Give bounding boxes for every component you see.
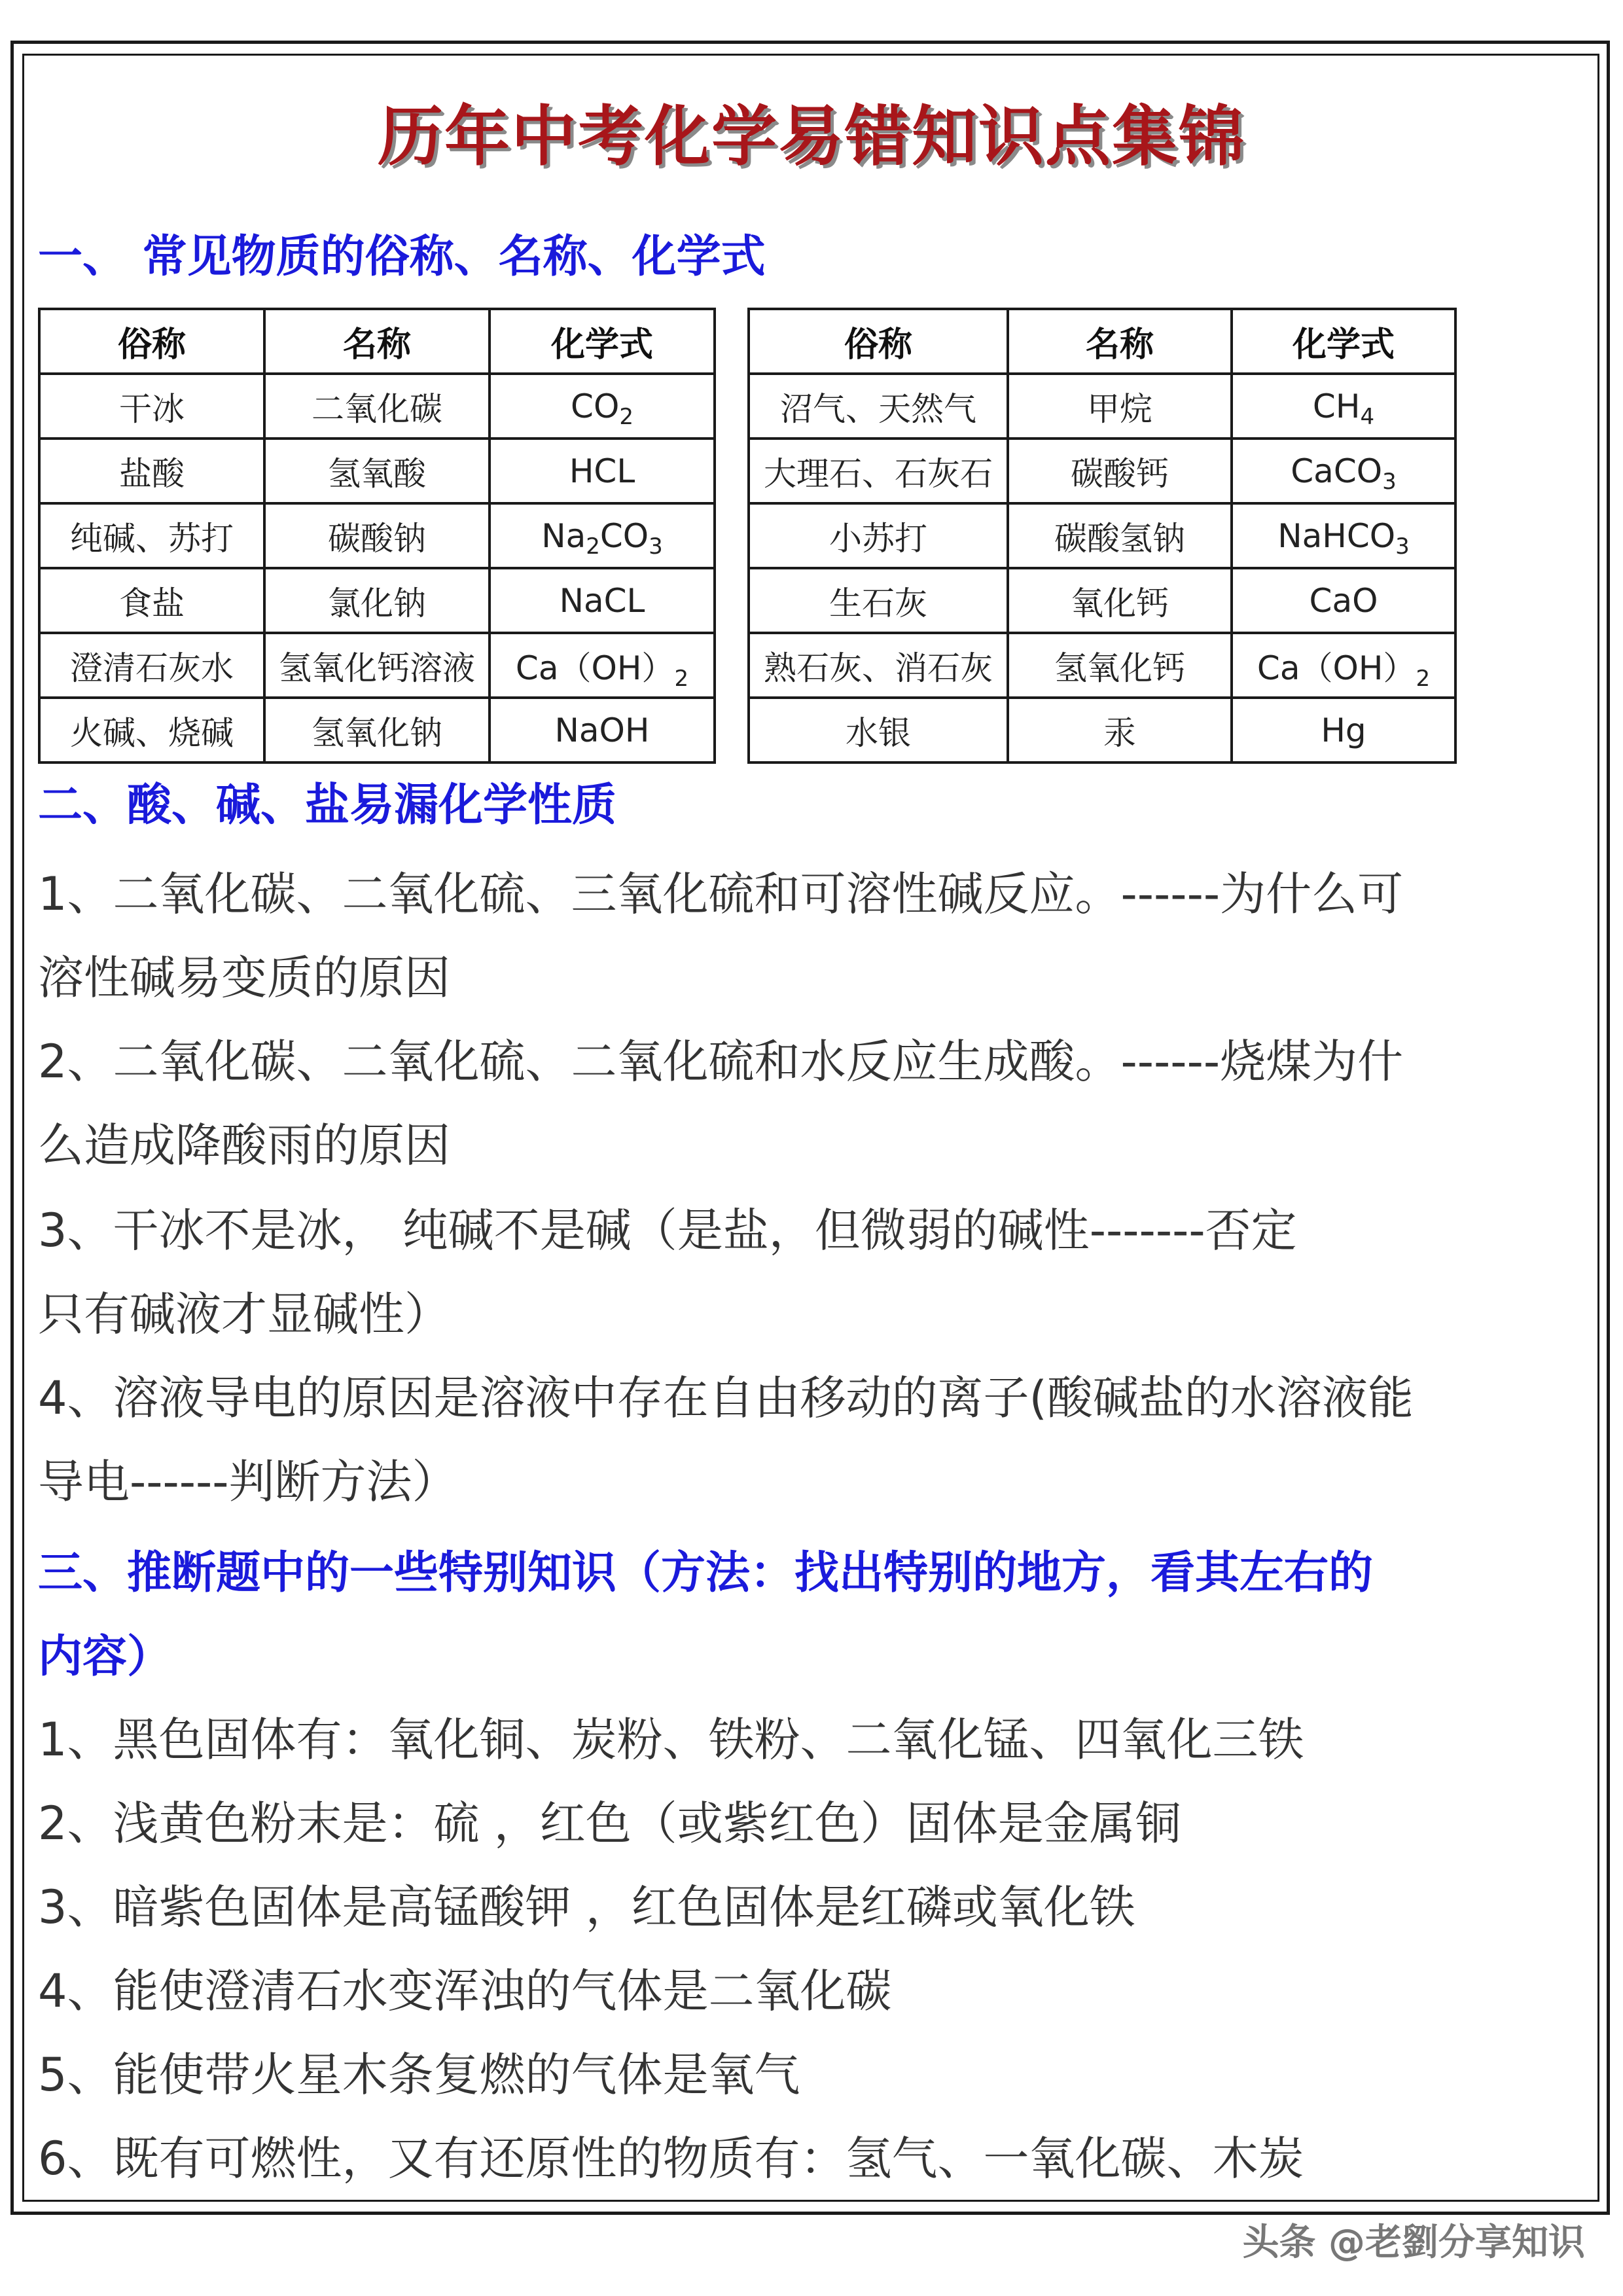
cell-common-name: 沼气、天然气 xyxy=(749,374,1008,439)
formula-text: Ca（OH） xyxy=(515,649,675,687)
cell-name: 氢氧酸 xyxy=(264,439,490,503)
section2-item xyxy=(38,1020,1585,1187)
table-row xyxy=(39,374,715,439)
formula-text: Hg xyxy=(1321,711,1366,749)
section2-heading: 二、酸、碱、盐易漏化学性质 xyxy=(38,780,617,831)
cell-common-name: 熟石灰、消石灰 xyxy=(749,633,1008,698)
item-line: 3、干冰不是冰， 纯碱不是碱（是盐，但微弱的碱性-------否定 xyxy=(38,1204,1297,1257)
table-row xyxy=(39,633,715,698)
header-formula: 化学式 xyxy=(1232,309,1455,374)
cell-common-name: 盐酸 xyxy=(39,439,264,503)
cell-formula xyxy=(490,633,715,698)
header-common-name: 俗称 xyxy=(39,309,264,374)
cell-name: 甲烷 xyxy=(1008,374,1232,439)
item-line: 4、溶液导电的原因是溶液中存在自由移动的离子(酸碱盐的水溶液能 xyxy=(38,1371,1414,1425)
cell-name: 碳酸钙 xyxy=(1008,439,1232,503)
formula-text: Na xyxy=(541,516,586,555)
header-name: 名称 xyxy=(264,309,490,374)
table-row xyxy=(39,568,715,633)
formula-subscript: 2 xyxy=(619,403,633,430)
formula-subscript: 3 xyxy=(649,533,663,560)
list-item: 2、浅黄色粉末是：硫 ，红色（或紫红色）固体是金属铜 xyxy=(38,1797,1181,1850)
item-line: 2、二氧化碳、二氧化硫、二氧化硫和水反应生成酸。------烧煤为什 xyxy=(38,1035,1404,1088)
cell-formula xyxy=(1232,374,1455,439)
formula-text: NaCL xyxy=(559,581,645,620)
cell-common-name: 火碱、烧碱 xyxy=(39,698,264,762)
formula-text: HCL xyxy=(569,452,635,490)
cell-common-name: 小苏打 xyxy=(749,503,1008,568)
formula-text: CO xyxy=(599,516,649,555)
cell-formula xyxy=(490,374,715,439)
header-name: 名称 xyxy=(1008,309,1232,374)
cell-common-name: 生石灰 xyxy=(749,568,1008,633)
table-row xyxy=(749,439,1455,503)
cell-name: 汞 xyxy=(1008,698,1232,762)
cell-name: 碳酸氢钠 xyxy=(1008,503,1232,568)
formula-text: CH xyxy=(1312,387,1361,425)
formula-subscript: 2 xyxy=(1416,665,1431,692)
list-item: 5、能使带火星木条复燃的气体是氧气 xyxy=(38,2048,800,2102)
table-row xyxy=(39,698,715,762)
page-title: 历年中考化学易错知识点集锦 xyxy=(378,98,1245,175)
table-row xyxy=(749,698,1455,762)
cell-name: 二氧化碳 xyxy=(264,374,490,439)
list-item: 4、能使澄清石水变浑浊的气体是二氧化碳 xyxy=(38,1964,892,2018)
formula-text: Ca（OH） xyxy=(1257,649,1416,687)
cell-formula xyxy=(1232,698,1455,762)
cell-name: 氯化钠 xyxy=(264,568,490,633)
table-row xyxy=(39,439,715,503)
formula-subscript: 2 xyxy=(586,533,600,560)
item-line: 溶性碱易变质的原因 xyxy=(38,951,450,1005)
cell-formula xyxy=(1232,633,1455,698)
table-row xyxy=(749,374,1455,439)
item-line: 么造成降酸雨的原因 xyxy=(38,1119,450,1172)
section3-heading xyxy=(38,1532,1373,1699)
section3-heading-line: 内容） xyxy=(38,1631,172,1683)
section2-item xyxy=(38,1356,1585,1524)
formula-subscript: 2 xyxy=(674,665,689,692)
cell-formula xyxy=(1232,568,1455,633)
formula-text: CaCO xyxy=(1291,452,1383,490)
table-row xyxy=(749,568,1455,633)
section3-heading-line: 三、推断题中的一些特别知识（方法：找出特别的地方，看其左右的 xyxy=(38,1547,1374,1599)
item-line: 只有碱液才显碱性） xyxy=(38,1287,450,1341)
cell-formula xyxy=(1232,503,1455,568)
item-line: 导电------判断方法） xyxy=(38,1455,458,1509)
formula-subscript: 3 xyxy=(1382,468,1397,495)
cell-formula xyxy=(490,698,715,762)
table-header-row xyxy=(749,309,1455,374)
formula-subscript: 4 xyxy=(1360,403,1375,430)
cell-formula xyxy=(490,439,715,503)
cell-common-name: 纯碱、苏打 xyxy=(39,503,264,568)
formula-text: NaOH xyxy=(554,711,650,749)
formula-subscript: 3 xyxy=(1395,533,1410,560)
section2-item xyxy=(38,852,1585,1020)
formula-text: CaO xyxy=(1309,581,1378,620)
section2-item xyxy=(38,1189,1585,1356)
formula-text: CO xyxy=(571,387,620,425)
list-item: 1、黑色固体有：氧化铜、炭粉、铁粉、二氧化锰、四氧化三铁 xyxy=(38,1713,1304,1767)
cell-name: 氢氧化钙 xyxy=(1008,633,1232,698)
substance-table-left xyxy=(38,308,716,764)
table-row xyxy=(39,503,715,568)
cell-common-name: 水银 xyxy=(749,698,1008,762)
formula-text: NaHCO xyxy=(1277,516,1396,555)
cell-formula xyxy=(490,568,715,633)
cell-name: 碳酸钠 xyxy=(264,503,490,568)
cell-name: 氧化钙 xyxy=(1008,568,1232,633)
list-item: 3、暗紫色固体是高锰酸钾 ，红色固体是红磷或氧化铁 xyxy=(38,1880,1135,1934)
cell-formula xyxy=(490,503,715,568)
cell-common-name: 食盐 xyxy=(39,568,264,633)
cell-name: 氢氧化钠 xyxy=(264,698,490,762)
table-row xyxy=(749,503,1455,568)
substance-table-right xyxy=(747,308,1457,764)
table-header-row xyxy=(39,309,715,374)
cell-formula xyxy=(1232,439,1455,503)
cell-name: 氢氧化钙溶液 xyxy=(264,633,490,698)
watermark: 头条 @老劉分享知识 xyxy=(1242,2221,1585,2264)
table-row xyxy=(749,633,1455,698)
item-line: 1、二氧化碳、二氧化硫、三氧化硫和可溶性碱反应。------为什么可 xyxy=(38,867,1404,921)
header-formula: 化学式 xyxy=(490,309,715,374)
list-item: 6、既有可燃性，又有还原性的物质有：氢气、一氧化碳、木炭 xyxy=(38,2132,1304,2185)
cell-common-name: 澄清石灰水 xyxy=(39,633,264,698)
header-common-name: 俗称 xyxy=(749,309,1008,374)
cell-common-name: 干冰 xyxy=(39,374,264,439)
cell-common-name: 大理石、石灰石 xyxy=(749,439,1008,503)
section1-heading: 一、 常见物质的俗称、名称、化学式 xyxy=(38,231,766,283)
